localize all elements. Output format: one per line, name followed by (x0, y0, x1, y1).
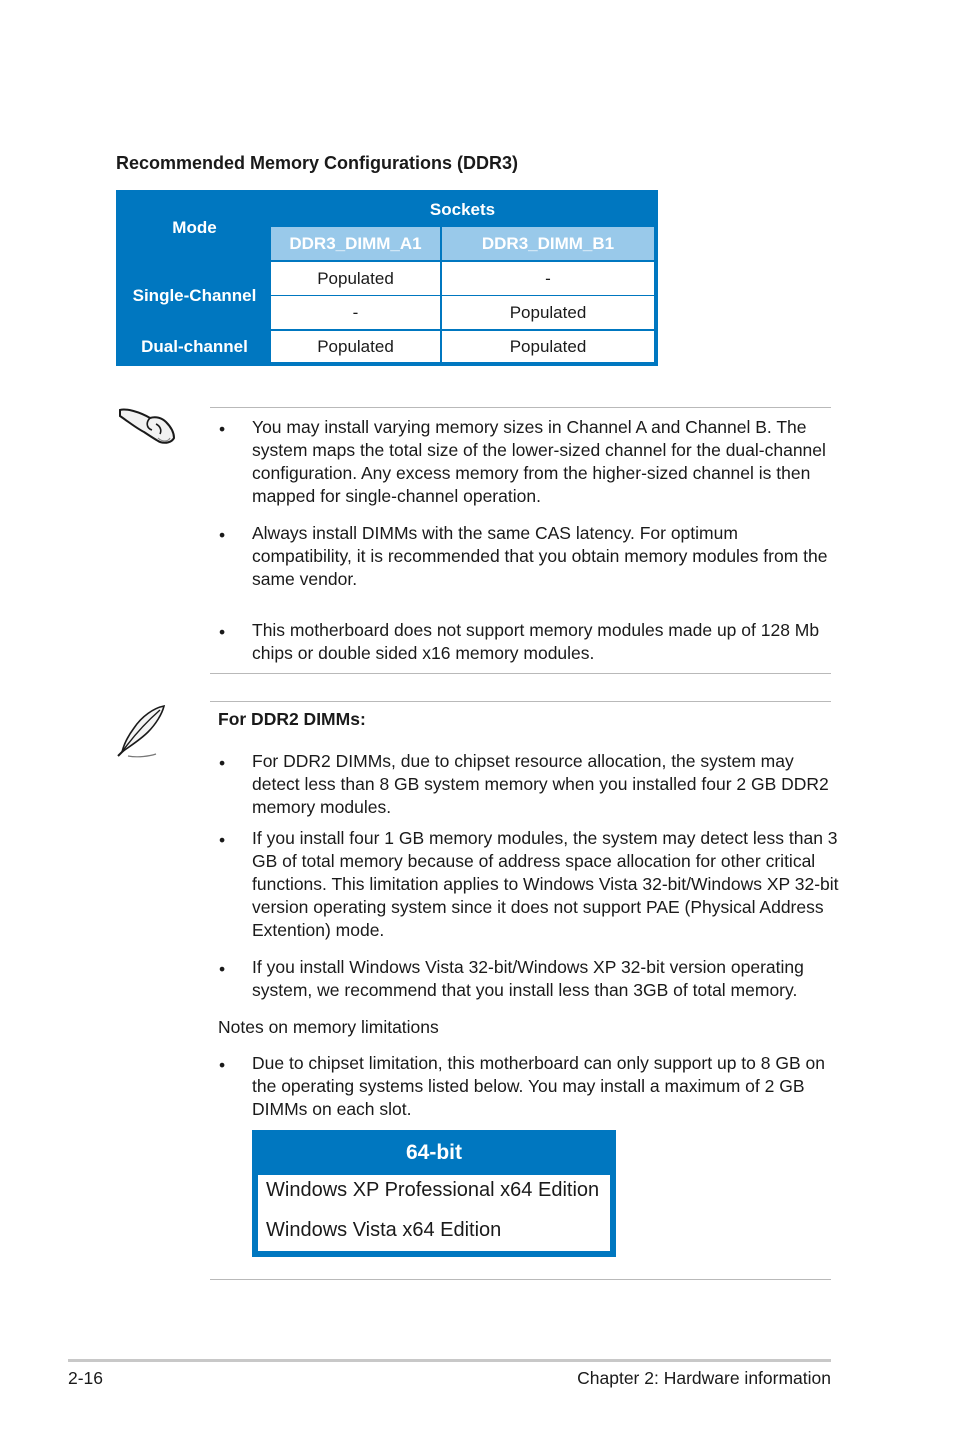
dual-channel-label: Dual-channel (141, 337, 248, 356)
single-channel-label: Single-Channel (132, 286, 257, 305)
socket-a-header: DDR3_DIMM_A1 (271, 227, 440, 260)
os-item: Windows XP Professional x64 Edition (266, 1179, 600, 1201)
sockets-header: Sockets (429, 200, 496, 219)
ddr2-item: If you install Windows Vista 32-bit/Windows XP 32-bit version operating system, we recommend that you install less than 3GB of total memory. (252, 957, 804, 1000)
ddr2-item: If you install four 1 GB memory modules, the system may detect less than 3 GB of total memory because of address space allocation for other critical functions. This limitation applies to Windows Vista 32-bit/Windows XP 32-bit version operating system since it does not support PAE (Physical Address Extention) mode. (252, 828, 839, 940)
os-64bit-box (252, 1130, 616, 1257)
ddr2-heading: For DDR2 DIMMs: (218, 709, 366, 729)
footer-divider (68, 1359, 831, 1362)
ddr2-item: For DDR2 DIMMs, due to chipset resource allocation, the system may detect less than 8 GB system memory when you installed four 2 GB DDR2 memory modules. (252, 751, 829, 817)
limitation-item: Due to chipset limitation, this motherboard can only support up to 8 GB on the operating systems listed below. You may install a maximum of 2 GB DIMMs on each slot. (252, 1053, 825, 1119)
table-cell: - (271, 296, 440, 329)
hand-pointing-icon (116, 398, 180, 456)
table-cell: - (442, 262, 654, 295)
bullet: • (219, 753, 226, 773)
chapter-title: Chapter 2: Hardware information (577, 1368, 831, 1388)
bullet: • (219, 622, 226, 642)
table-cell: Populated (271, 331, 440, 362)
divider (210, 673, 831, 674)
limitations-heading: Notes on memory limitations (218, 1017, 439, 1037)
bullet: • (219, 525, 226, 545)
table-cell: Populated (271, 262, 440, 295)
mode-header: Mode (172, 218, 217, 237)
table-cell: Populated (442, 331, 654, 362)
divider (210, 1279, 831, 1280)
memory-config-table (116, 190, 658, 366)
note-item: You may install varying memory sizes in Channel A and Channel B. The system maps the total size of the lower-sized channel for the dual-channel configuration. Any excess memory from the higher-sized channel is then mapped for single-channel operation. (252, 417, 826, 506)
bullet: • (219, 830, 226, 850)
section-title: Recommended Memory Configurations (DDR3) (116, 153, 519, 173)
note-item: This motherboard does not support memory modules made up of 128 Mb chips or double sided x16 memory modules. (252, 620, 820, 663)
os-64bit-title: 64-bit (405, 1141, 462, 1164)
feather-quill-icon (114, 702, 170, 766)
os-item: Windows Vista x64 Edition (266, 1219, 502, 1241)
page-number: 2-16 (68, 1368, 104, 1388)
table-cell: Populated (442, 296, 654, 329)
bullet: • (219, 1055, 226, 1075)
bullet: • (219, 959, 226, 979)
divider (210, 701, 831, 702)
os-list (258, 1175, 610, 1251)
bullet: • (219, 419, 226, 439)
divider (210, 407, 831, 408)
note-item: Always install DIMMs with the same CAS latency. For optimum compatibility, it is recommended that you obtain memory modules from the same vendor. (252, 523, 828, 589)
socket-b-header: DDR3_DIMM_B1 (442, 227, 654, 260)
